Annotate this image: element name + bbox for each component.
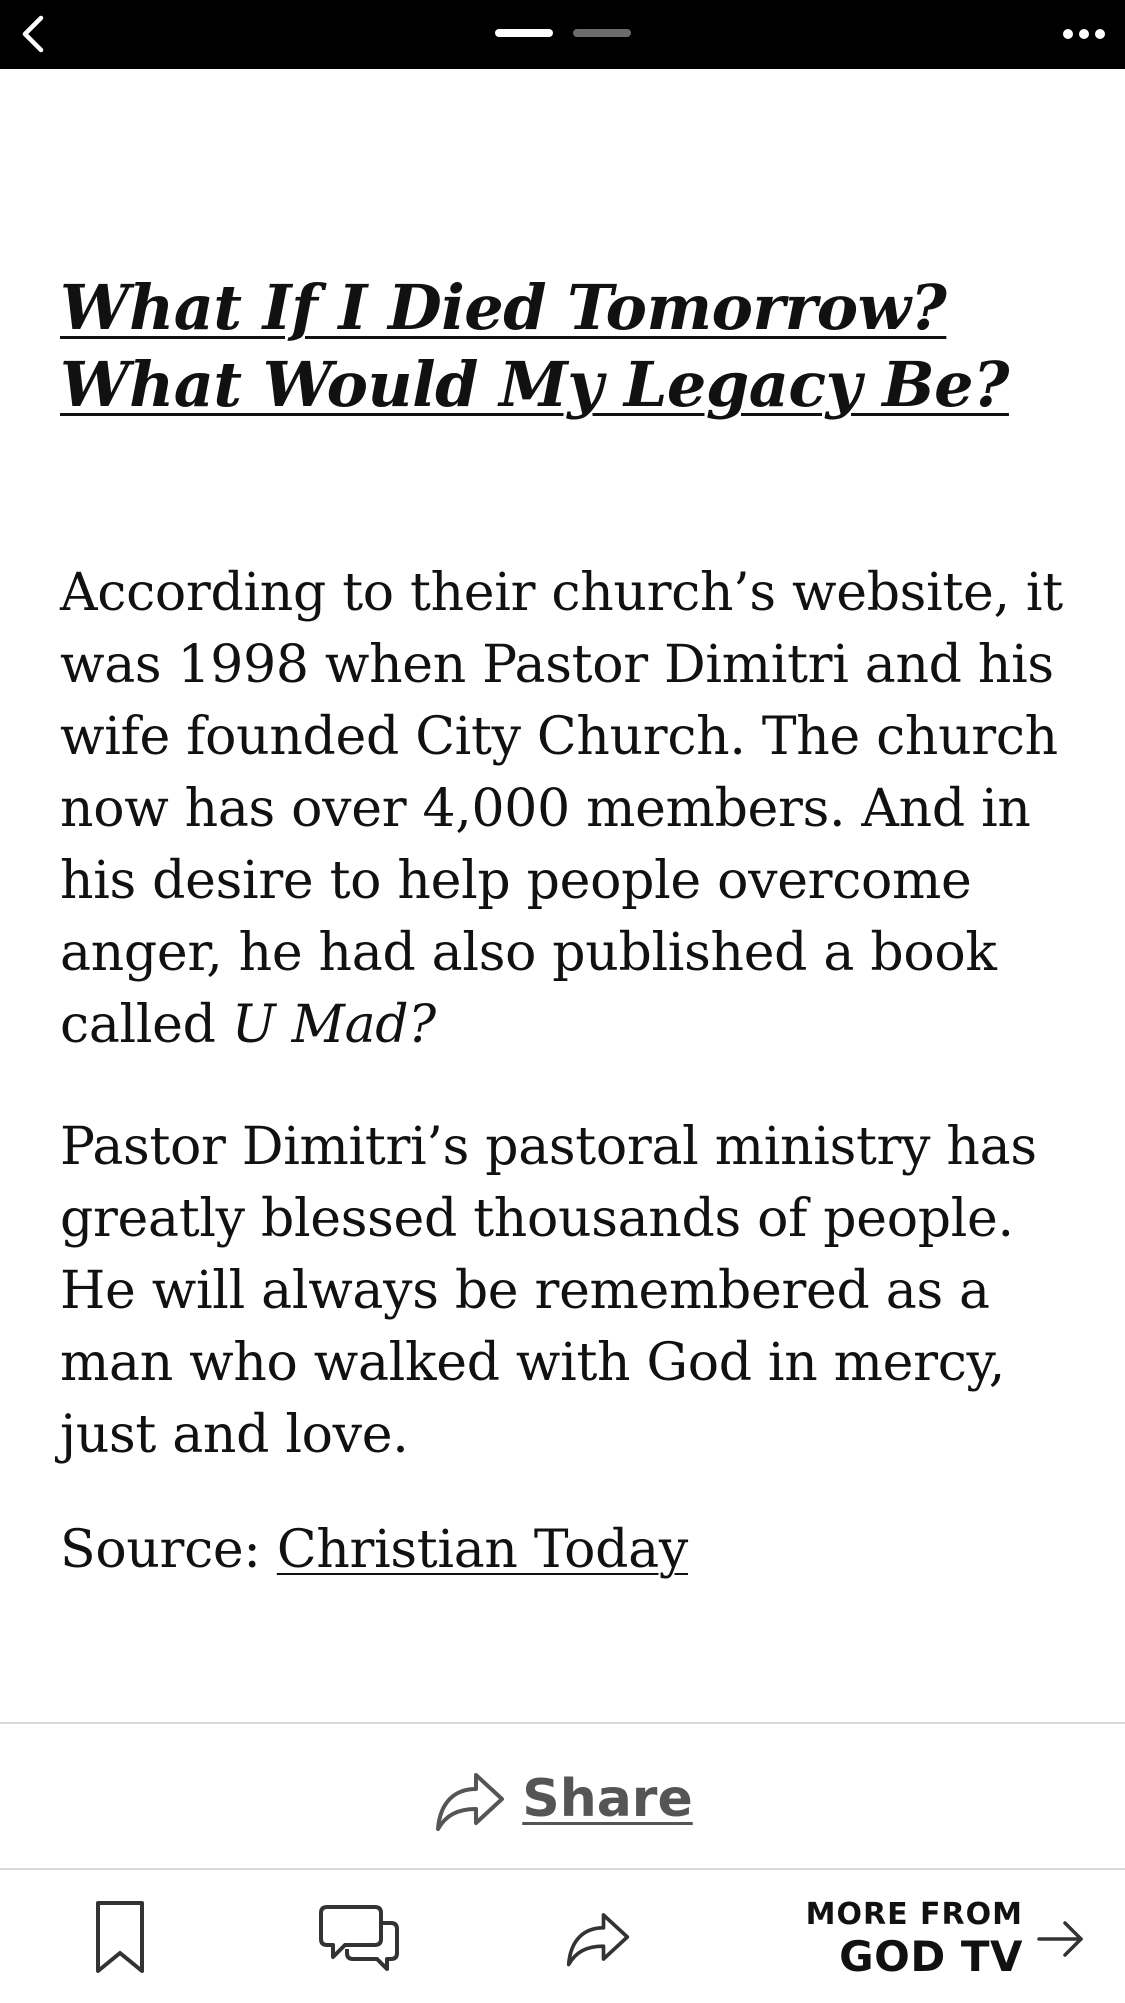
- more-from-publisher-button[interactable]: [806, 1894, 1085, 1984]
- bookmark-button[interactable]: [75, 1892, 165, 1982]
- share-label: Share: [522, 1769, 693, 1829]
- source-link[interactable]: Christian Today: [276, 1520, 688, 1580]
- source-line: [60, 1514, 1070, 1586]
- paragraph-text: According to their church’s website, it was 1998 when Pastor Dimitri and his wife founded City Church. The church now has over 4,000 members. And in his desire to help people overcome anger, he had also published a book called: [60, 563, 1063, 1055]
- share-arrow-icon: [432, 1763, 508, 1835]
- toolbar-share-button[interactable]: [553, 1892, 643, 1982]
- book-title: U Mad?: [231, 995, 436, 1055]
- chevron-left-icon: [17, 14, 47, 54]
- share-arrow-icon: [562, 1904, 634, 1970]
- back-button[interactable]: [6, 8, 58, 60]
- page-indicator-dot: [573, 29, 631, 37]
- divider: [0, 1722, 1125, 1724]
- publisher-name: GOD TV: [839, 1932, 1023, 1981]
- page-indicator: [495, 29, 631, 37]
- more-options-button[interactable]: [1051, 8, 1117, 60]
- arrow-right-icon: [1037, 1919, 1085, 1959]
- more-from-text: [806, 1897, 1023, 1981]
- share-button[interactable]: [0, 1760, 1125, 1838]
- bookmark-icon: [94, 1899, 146, 1975]
- comment-bubbles-icon: [319, 1901, 399, 1973]
- section-heading[interactable]: What If I Died Tomorrow? What Would My Legacy Be?: [60, 271, 1009, 421]
- top-bar: [0, 0, 1125, 69]
- more-dots-icon: [1062, 28, 1106, 40]
- article-paragraph: Pastor Dimitri’s pastoral ministry has greatly blessed thousands of people. He will always be remembered as a man who walked with God in mercy, just and love.: [60, 1117, 1037, 1465]
- source-label: Source:: [60, 1520, 277, 1580]
- bottom-toolbar: [0, 1868, 1125, 2003]
- article-paragraph: [60, 557, 1070, 1061]
- page-indicator-dot-active: [495, 29, 553, 37]
- more-from-label: MORE FROM: [805, 1897, 1023, 1932]
- comments-button[interactable]: [314, 1892, 404, 1982]
